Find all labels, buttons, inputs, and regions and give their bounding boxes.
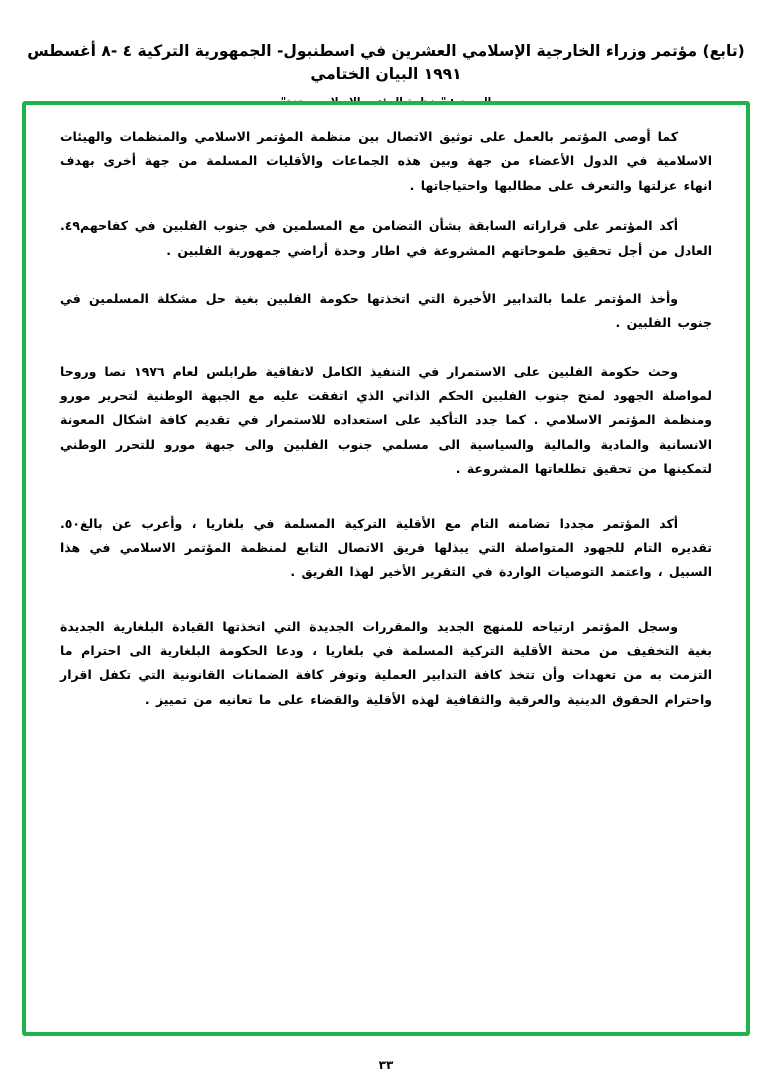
- paragraph: [60, 125, 712, 198]
- paragraph-number: ٤٩.: [60, 218, 81, 234]
- paragraph: [60, 512, 712, 585]
- paragraph: [60, 287, 712, 336]
- content-frame: [22, 101, 750, 1036]
- content-body: [26, 105, 746, 1032]
- paragraph-number: ٥٠.: [60, 515, 81, 531]
- page-title: (تابع) مؤتمر وزراء الخارجية الإسلامي العشرين في اسطنبول- الجمهورية التركية ٤ -٨ أغسطس ١٩٩١ البيان الختامي: [27, 42, 745, 84]
- paragraph: [60, 214, 712, 263]
- paragraph-text: أكد المؤتمر مجددا تضامنه التام مع الأقلية التركية المسلمة في بلغاريا ، وأعرب عن بالغ تقديره التام للجهود المتواصلة التي يبذلها فريق الاتصال التابع لمنظمة المؤتمر الاسلامي في هذا السبيل ، واعتمد التوصيات الواردة في التقرير الأخير لهذا الفريق .: [60, 515, 712, 580]
- page-number: ٣٣: [378, 1058, 394, 1072]
- paragraph: [60, 360, 712, 482]
- paragraph-text: كما أوصى المؤتمر بالعمل على توثيق الاتصال بين منظمة المؤتمر الاسلامي والمنظمات والهيئات الاسلامية في الدول الأعضاء من جهة وبين هذه الجماعات والأقليات المسلمة من جهة أخرى بهدف انهاء عزلتها والتعرف على مطالبها واحتياجاتها .: [60, 129, 712, 193]
- document-header: [0, 0, 772, 108]
- paragraph-text: أكد المؤتمر على قراراته السابقة بشأن التضامن مع المسلمين في جنوب الفلبين في كفاحهم العادل من أجل تحقيق طموحاتهم المشروعة في اطار وحدة أراضي جمهورية الفلبين .: [80, 218, 712, 258]
- paragraph-text: وأخذ المؤتمر علما بالتدابير الأخيرة التي اتخذتها حكومة الفلبين بغية حل مشكلة المسلمين في جنوب الفلبين .: [60, 290, 712, 331]
- paragraph-text: وحث حكومة الفلبين على الاستمرار في التنفيذ الكامل لاتفاقية طرابلس لعام ١٩٧٦ نصا وروحا لمواصلة الجهود لمنح جنوب الفلبين الحكم الذاتي الذي اتفقت عليه مع الجبهة الوطنية لتحرير مورو ومنظمة المؤتمر الاسلامي . كما جدد التأكيد على استعداده للاستمرار في تقديم كافة اشكال المعونة الانسانية والمادية والمالية والسياسية الى مسلمي جنوب الفلبين والى جبهة مورو للتحرر الوطني لتمكينها من تحقيق تطلعاتها المشروعة .: [60, 363, 712, 477]
- paragraph: [60, 615, 712, 713]
- paragraph-text: وسجل المؤتمر ارتياحه للمنهج الجديد والمقررات الجديدة التي اتخذتها القيادة البلغارية الجديدة بغية التخفيف من محنة الأقلية التركية المسلمة في بلغاريا ، ودعا الحكومة البلغارية الى احترام ما التزمت به من تعهدات وأن تتخذ كافة التدابير العملية وتوفر كافة الضمانات القانونية التي تكفل اقرار واحترام الحقوق الدينية والعرقية والثقافية لهذه الأقلية والقضاء على ما تعانيه من تمييز .: [60, 618, 712, 707]
